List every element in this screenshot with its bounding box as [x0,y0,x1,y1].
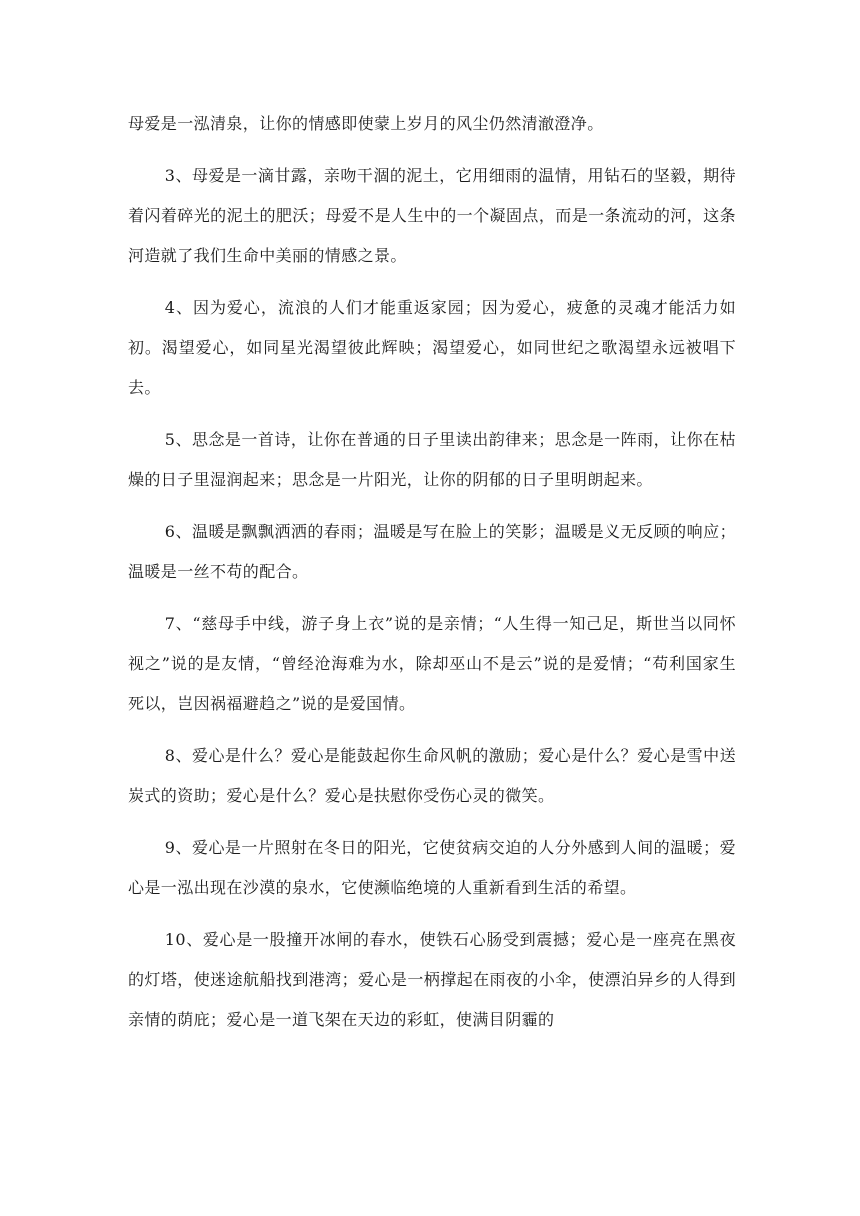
document-body [128,104,736,1052]
paragraph-4: 4、因为爱心，流浪的人们才能重返家园；因为爱心，疲惫的灵魂才能活力如初。渴望爱心，如同星光渴望彼此辉映；渴望爱心，如同世纪之歌渴望永远被唱下去。 [128,298,736,397]
paragraph-continuation: 母爱是一泓清泉，让你的情感即使蒙上岁月的风尘仍然清澈澄净。 [128,114,604,133]
paragraph-6: 6、温暖是飘飘洒洒的春雨；温暖是写在脸上的笑影；温暖是义无反顾的响应；温暖是一丝不苟的配合。 [128,522,736,581]
paragraph-7: 7、“慈母手中线，游子身上衣”说的是亲情；“人生得一知己足，斯世当以同怀视之”说的是友情，“曾经沧海难为水，除却巫山不是云”说的是爱情；“苟利国家生死以，岂因祸福避趋之”说的是爱国情。 [128,614,736,713]
paragraph-9: 9、爱心是一片照射在冬日的阳光，它使贫病交迫的人分外感到人间的温暖；爱心是一泓出现在沙漠的泉水，它使濒临绝境的人重新看到生活的希望。 [128,838,736,897]
paragraph-10: 10、爱心是一股撞开冰闸的春水，使铁石心肠受到震撼；爱心是一座亮在黑夜的灯塔，使迷途航船找到港湾；爱心是一柄撑起在雨夜的小伞，使漂泊异乡的人得到亲情的荫庇；爱心是一道飞架在天边的彩虹，使满目阴霾的 [128,930,736,1029]
paragraph-8: 8、爱心是什么？爱心是能鼓起你生命风帆的激励；爱心是什么？爱心是雪中送炭式的资助；爱心是什么？爱心是扶慰你受伤心灵的微笑。 [128,746,736,805]
paragraph-5: 5、思念是一首诗，让你在普通的日子里读出韵律来；思念是一阵雨，让你在枯燥的日子里湿润起来；思念是一片阳光，让你的阴郁的日子里明朗起来。 [128,430,736,489]
paragraph-3: 3、母爱是一滴甘露，亲吻干涸的泥土，它用细雨的温情，用钻石的坚毅，期待着闪着碎光的泥土的肥沃；母爱不是人生中的一个凝固点，而是一条流动的河，这条河造就了我们生命中美丽的情感之景。 [128,166,736,265]
